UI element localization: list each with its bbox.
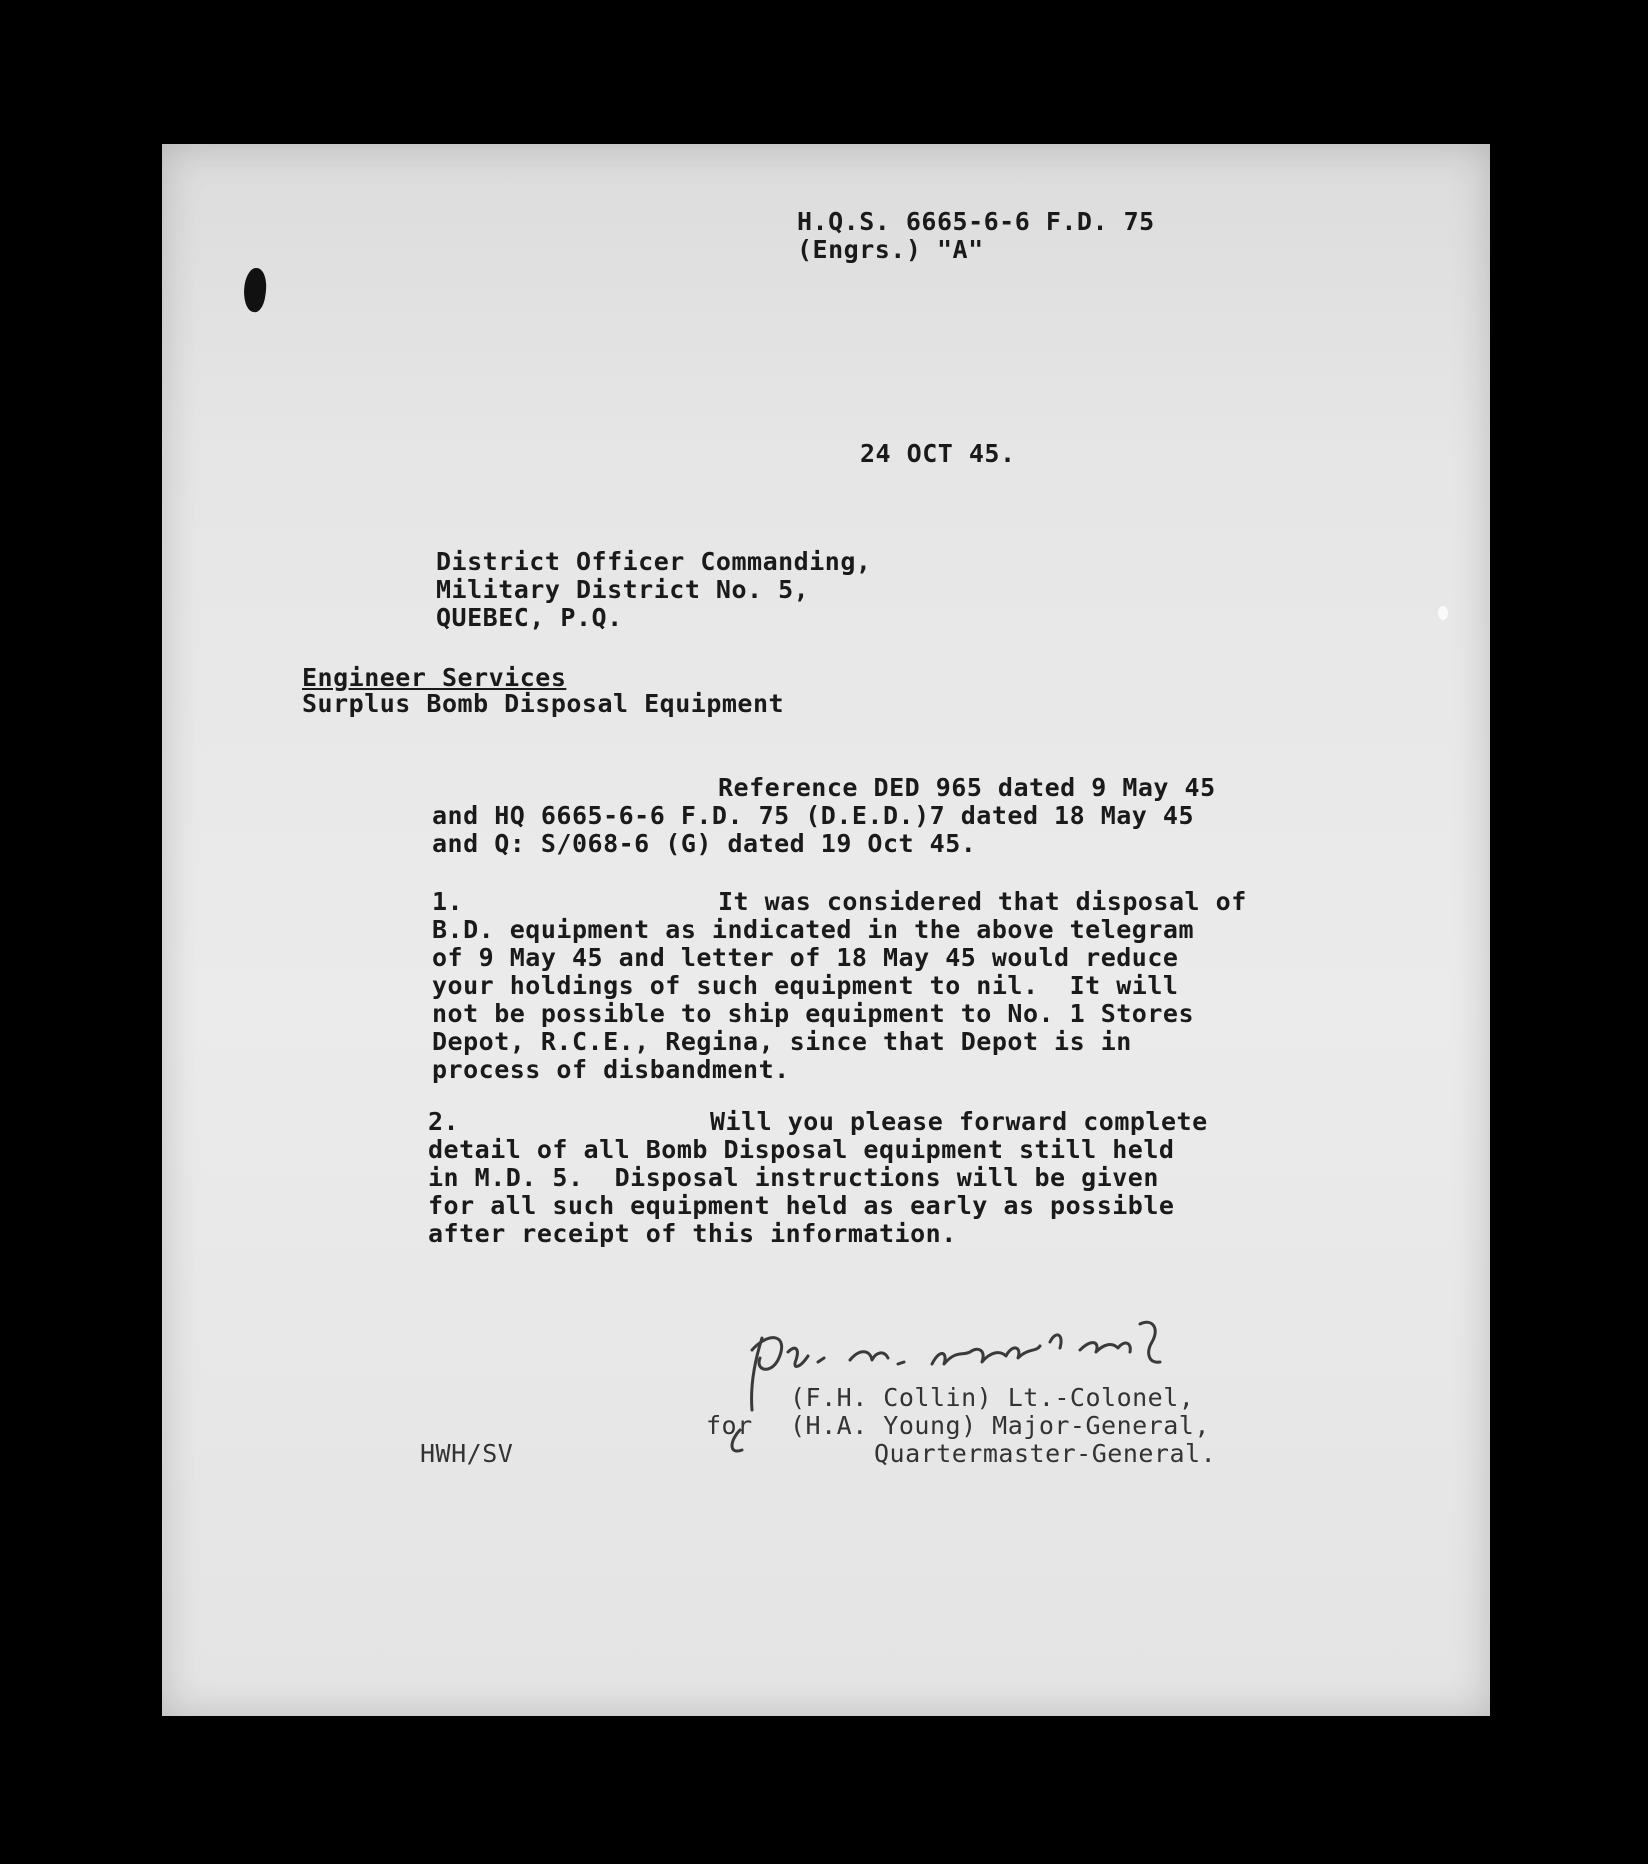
typist-initials: HWH/SV	[420, 1439, 514, 1468]
reference-line-2: and HQ 6665-6-6 F.D. 75 (D.E.D.)7 dated 18 May 45	[432, 801, 1195, 830]
para1-line-5: not be possible to ship equipment to No. 1 Stores	[432, 999, 1195, 1028]
para2-line-2: detail of all Bomb Disposal equipment still held	[428, 1135, 1175, 1164]
para1-line-7: process of disbandment.	[432, 1055, 790, 1084]
para1-line-6: Depot, R.C.E., Regina, since that Depot is in	[432, 1027, 1132, 1056]
addressee-line-2: Military District No. 5,	[436, 575, 810, 604]
para2-number: 2.	[428, 1107, 460, 1136]
para2-line-5: after receipt of this information.	[428, 1219, 957, 1248]
para2-line-3: in M.D. 5. Disposal instructions will be given	[428, 1163, 1159, 1192]
para1-line-4: your holdings of such equipment to nil. It will	[432, 971, 1179, 1000]
para1-number: 1.	[432, 887, 464, 916]
subject-line-1: Engineer Services	[302, 663, 567, 692]
para1-line-1: It was considered that disposal of	[718, 887, 1247, 916]
subject-line-2: Surplus Bomb Disposal Equipment	[302, 689, 785, 718]
for-label: for	[706, 1411, 753, 1440]
reference-line-1: Reference DED 965 dated 9 May 45	[718, 773, 1216, 802]
para2-line-4: for all such equipment held as early as possible	[428, 1191, 1175, 1220]
principal-line: (H.A. Young) Major-General,	[790, 1411, 1210, 1440]
reference-line-3: and Q: S/068-6 (G) dated 19 Oct 45.	[432, 829, 977, 858]
para2-line-1: Will you please forward complete	[710, 1107, 1208, 1136]
title-line: Quartermaster-General.	[874, 1439, 1217, 1468]
addressee-line-1: District Officer Commanding,	[436, 547, 872, 576]
file-reference: H.Q.S. 6665-6-6 F.D. 75	[797, 207, 1155, 236]
addressee-line-3: QUEBEC, P.Q.	[436, 603, 623, 632]
para1-line-2: B.D. equipment as indicated in the above telegram	[432, 915, 1195, 944]
paper-speck	[1438, 606, 1448, 620]
para1-line-3: of 9 May 45 and letter of 18 May 45 would reduce	[432, 943, 1179, 972]
signatory-line: (F.H. Collin) Lt.-Colonel,	[790, 1383, 1195, 1412]
letter-date: 24 OCT 45.	[860, 439, 1016, 468]
branch-reference: (Engrs.) "A"	[797, 235, 984, 264]
